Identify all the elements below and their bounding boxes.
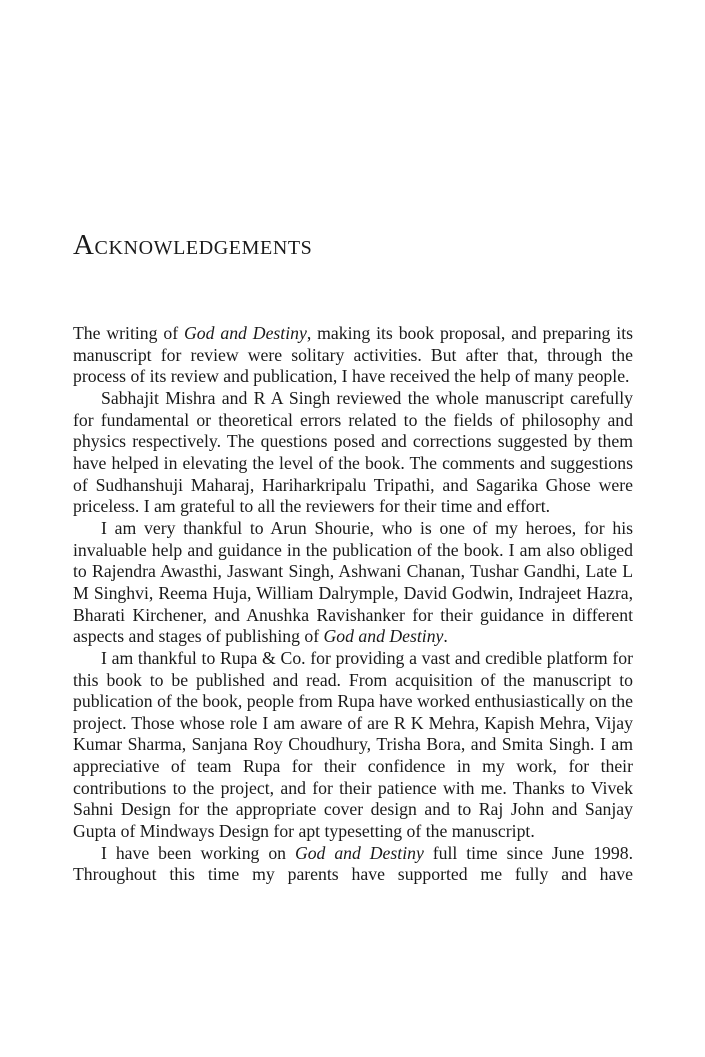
paragraph-3-segment-3: . bbox=[443, 626, 448, 647]
page-title: Acknowledgements bbox=[73, 229, 313, 261]
paragraph-3-segment-1: I am very thankful to Arun Shourie, who is one of my heroes, for his invaluable help and guidance in the publication of the book. I am also obliged to Rajendra Awasthi, Jaswant Singh, Ashwani Chanan, Tushar Gandhi, Late L M Singhvi, Reema Huja, William Dalrymple, David Godwin, Indrajeet Hazra, Bharati Kirchener, and Anushka Ravishanker for their guidance in different aspects and stages of publishing of bbox=[73, 517, 633, 647]
book-page bbox=[73, 0, 633, 1057]
paragraph-3-book-title: God and Destiny bbox=[323, 626, 444, 647]
paragraph-1-segment-1: The writing of bbox=[73, 323, 185, 343]
paragraph-5 bbox=[73, 843, 633, 886]
paragraph-5-segment-1: I have been working on bbox=[101, 842, 295, 863]
paragraph-5-book-title: God and Destiny bbox=[294, 842, 424, 863]
paragraph-2-segment-1: Sabhajit Mishra and R A Singh reviewed the whole manuscript carefully for fundamental or theoretical errors related to the fields of philosophy and physics respectively. The questions posed and corrections suggested by them have helped in elevating the level of the book. The comments and suggestions of Sudhanshuji Maharaj, Hariharkripalu Tripathi, and Sagarika Ghose were priceless. I am grateful to all the reviewers for their time and effort. bbox=[73, 387, 633, 517]
paragraph-4 bbox=[73, 648, 633, 843]
paragraph-2 bbox=[73, 388, 633, 518]
paragraph-3 bbox=[73, 518, 633, 648]
paragraph-1-segment-3: , making its book proposal, and preparing its manuscript for review were solitary activities. But after that, through the process of its review and publication, I have received the help of many people. bbox=[73, 323, 633, 387]
paragraph-5-segment-3: full time since June 1998. Throughout this time my parents have supported me fully and have bbox=[73, 842, 633, 885]
acknowledgements-body bbox=[73, 323, 633, 886]
paragraph-1 bbox=[73, 323, 633, 388]
paragraph-4-segment-1: I am thankful to Rupa & Co. for providing a vast and credible platform for this book to be published and read. From acquisition of the manuscript to publication of the book, people from Rupa have worked enthusiastically on the project. Those whose role I am aware of are R K Mehra, Kapish Mehra, Vijay Kumar Sharma, Sanjana Roy Choudhury, Trisha Bora, and Smita Singh. I am appreciative of team Rupa for their confidence in my work, for their contributions to the project, and for their patience with me. Thanks to Vivek Sahni Design for the appropriate cover design and to Raj John and Sanjay Gupta of Mindways Design for apt typesetting of the manuscript. bbox=[73, 647, 633, 842]
paragraph-1-book-title: God and Destiny bbox=[184, 323, 307, 343]
